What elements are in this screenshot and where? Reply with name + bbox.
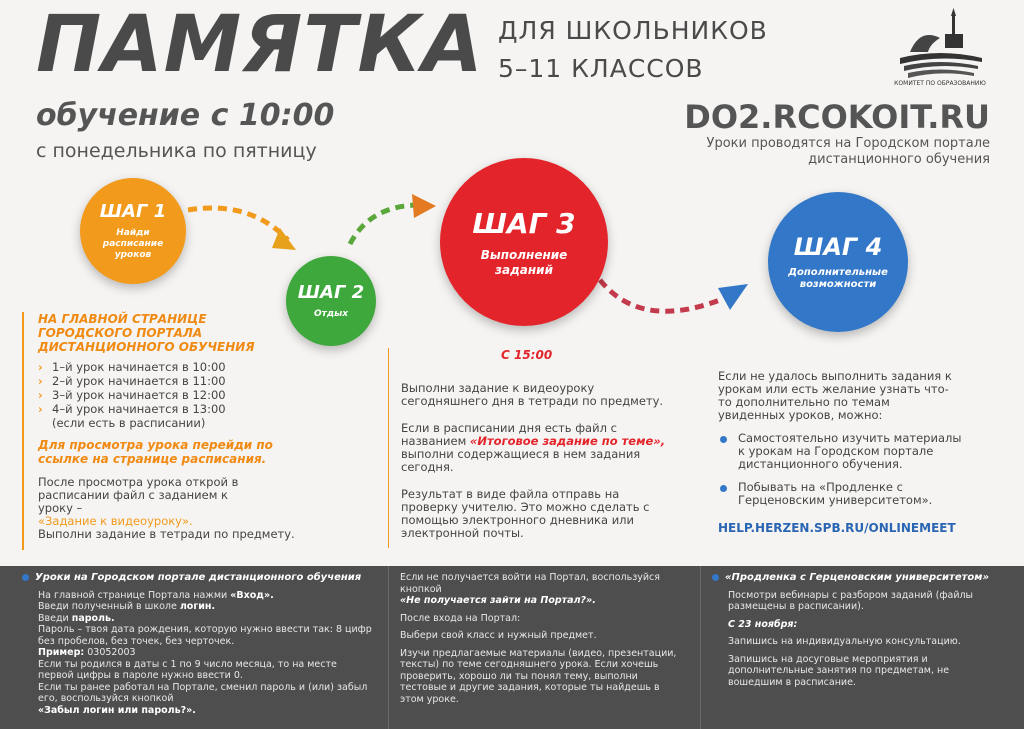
col2-p3: Результат в виде файла отправь на проверку учителю. Это можно сделать с помощью электронного дневника или электронной почты. [401,487,650,540]
bullet-icon [712,574,719,581]
list-item: › 2–й урок начинается в 11:00 [38,374,378,388]
final-task-name: «Итоговое задание по теме», [469,434,666,448]
step-3-desc: Выполнение заданий [480,247,568,277]
portal-site-note: Уроки проводятся на Городском портале дистанционного обучения [706,136,990,167]
col1-note: Для просмотра урока перейди по ссылке на странице расписания. [38,438,273,466]
step-1-circle [80,178,186,284]
logo-caption: КОМИТЕТ ПО ОБРАЗОВАНИЮ [894,80,986,87]
step-3-circle [440,158,608,326]
step-2-label: ШАГ 2 [297,282,365,303]
step-3-details [388,348,701,548]
footer-col-2: Если не получается войти на Портал, воспользуйся кнопкой «Не получается зайти на Портал?». После входа на Портал: Выбери свой класс и нужный предмет. Изучи предлагаемые материалы (видео, презентации, тексты) по теме сегодняшнего урока. Если хочешь проверить, хорошо ли ты понял тему, выполни тестовые и другие задания, которые ты найдешь в этом уроке. [400,572,677,705]
step-1-label: ШАГ 1 [99,201,167,222]
footer-divider [388,566,389,729]
step-1-desc: Найди расписание уроков [102,228,164,260]
col1-heading: НА ГЛАВНОЙ СТРАНИЦЕ ГОРОДСКОГО ПОРТАЛА ДИСТАНЦИОННОГО ОБУЧЕНИЯ [38,312,255,354]
footer-divider [700,566,701,729]
step-3-label: ШАГ 3 [472,206,576,240]
video-task-link[interactable]: «Задание к видеоуроку». [38,514,193,528]
col3-bullet-1: Самостоятельно изучить материалы к урокам на Городском портале дистанционного обучения. [718,432,968,471]
col2-p2 [401,422,671,474]
col2-p1: Выполни задание к видеоуроку сегодняшнего дня в тетради по предмету. [401,381,664,408]
step-4-details [706,370,998,535]
footer-col1-body: На главной странице Портала нажми «Вход». Введи полученный в школе логин. Введи пароль. Пароль – твоя дата рождения, которую нужно ввести так: 8 цифр без пробелов, без точек, без черточек. Пример: 03052003 Если ты родился в даты с 1 по 9 число месяца, то на месте первой цифры в пароле нужно ввести 0. Если ты ранее работал на Портале, сменил пароль и (или) забыл его, воспользуйся кнопкой «Забыл логин или пароль?». [38,589,372,716]
step-4-label: ШАГ 4 [793,233,883,261]
col1-after-text-2: Выполни задание в тетради по предмету. [38,527,295,541]
list-item: › 1–й урок начинается в 10:00 [38,360,378,374]
col1-after-text: После просмотра урока открой в расписании файл с заданием к уроку – [38,475,239,515]
subtitle-line-2: 5–11 КЛАССОВ [498,54,704,83]
portal-site-link[interactable]: DO2.RCOKOIT.RU [684,98,990,136]
herzen-link[interactable]: HELP.HERZEN.SPB.RU/ONLINEMEET [718,521,956,535]
col2-p2-c: выполни содержащиеся в нем задания сегодня. [401,447,641,474]
col3-intro: Если не удалось выполнить задания к урокам или есть желание узнать что-то дополнительно по темам увиденных уроков, можно: [718,369,952,422]
list-item: › 3–й урок начинается в 12:00 [38,388,378,402]
footer-col-3: «Продленка с Герценовским университетом» Посмотри вебинары с разбором заданий (файлы размещены в расписании). С 23 ноября: Запишись на индивидуальную консультацию. Запишись на досуговые мероприятия и дополнительные занятия по предметам, не вошедшим в расписание. [712,572,1002,688]
study-days: с понедельника по пятницу [36,140,317,162]
footer-col-1 [22,572,372,716]
step-1-details [22,312,378,550]
bullet-icon [22,574,29,581]
footer-col1-heading: Уроки на Городском портале дистанционного обучения [22,572,372,584]
step-4-desc: Дополнительные возможности [788,267,888,290]
subtitle-line-1: ДЛЯ ШКОЛЬНИКОВ [498,16,768,45]
col2-time: С 15:00 [501,348,553,362]
page-title: ПАМЯТКА [36,0,484,90]
step-2-desc: Отдых [313,309,349,319]
footer-panel [0,566,1024,729]
list-item: › 4–й урок начинается в 13:00 (если есть в расписании) [38,402,252,430]
col3-bullet-2: Побывать на «Продленке с Герценовским университетом». [718,481,968,507]
footer-col3-heading: «Продленка с Герценовским университетом» [712,572,1002,584]
study-start-time: обучение с 10:00 [36,98,335,133]
step-4-circle [768,192,908,332]
lesson-schedule-list [38,360,378,430]
forgot-login-button-text: «Забыл логин или пароль?». [38,704,196,716]
col2-p2-a: Если в расписании дня есть файл с названием [401,421,617,448]
